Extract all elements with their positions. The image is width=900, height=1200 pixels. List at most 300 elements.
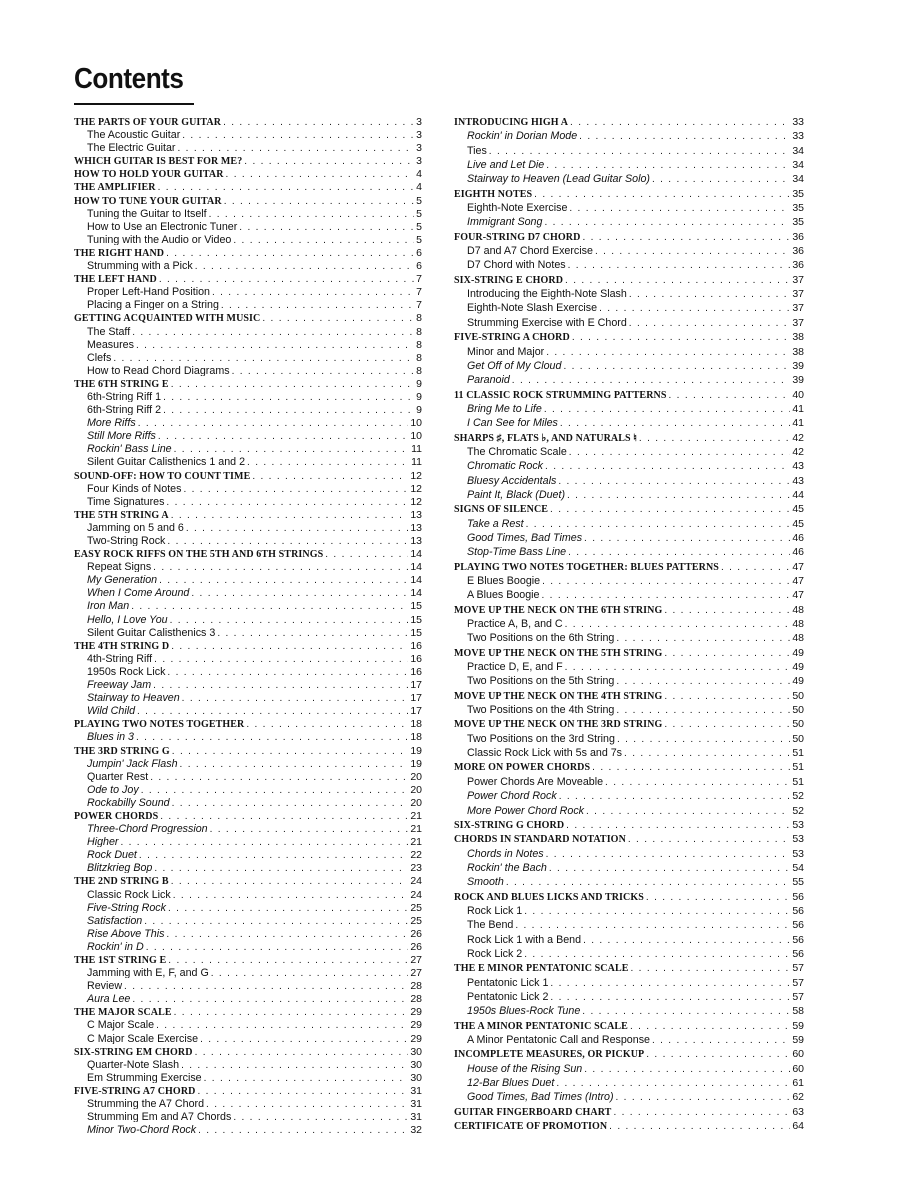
toc-entry-title: THE AMPLIFIER xyxy=(74,182,156,193)
toc-entry-title: How to Read Chord Diagrams xyxy=(87,364,230,376)
toc-entry-title: Iron Man xyxy=(87,600,130,612)
toc-entry-title: 4th-String Riff xyxy=(87,652,153,664)
toc-leader-dots xyxy=(174,1004,409,1017)
toc-subentry xyxy=(454,243,804,257)
toc-page-number: 60 xyxy=(792,1062,804,1075)
toc-subentry xyxy=(74,847,422,860)
toc-subentry xyxy=(74,860,422,873)
toc-page-number: 12 xyxy=(410,495,422,507)
toc-page-number: 30 xyxy=(410,1071,422,1083)
toc-leader-dots xyxy=(565,272,790,286)
toc-page-number: 43 xyxy=(792,460,804,473)
toc-leader-dots xyxy=(526,516,791,530)
toc-page-number: 15 xyxy=(410,613,422,625)
toc-page-number: 10 xyxy=(410,430,422,442)
toc-entry-title: Wild Child xyxy=(87,705,136,717)
toc-page-number: 46 xyxy=(792,546,804,559)
toc-entry-title: Paranoid xyxy=(467,374,510,387)
toc-leader-dots xyxy=(545,458,790,472)
toc-leader-dots xyxy=(542,587,791,601)
toc-entry-title: THE LEFT HAND xyxy=(74,274,157,285)
toc-entry-title: Eighth-Note Exercise xyxy=(467,202,568,215)
toc-leader-dots xyxy=(616,630,790,644)
toc-entry-title: WHICH GUITAR IS BEST FOR ME? xyxy=(74,156,243,167)
toc-entry-title: Strumming Exercise with E Chord xyxy=(467,316,627,329)
toc-page-number: 16 xyxy=(410,639,422,651)
toc-leader-dots xyxy=(556,1075,790,1089)
toc-entry-title: 6th-String Riff 1 xyxy=(87,390,162,403)
toc-section-entry xyxy=(74,153,422,166)
toc-leader-dots xyxy=(592,759,790,773)
toc-leader-dots xyxy=(566,817,790,831)
toc-page-number: 53 xyxy=(792,847,804,860)
toc-subentry xyxy=(74,441,422,454)
toc-entry-title: Em Strumming Exercise xyxy=(87,1071,202,1083)
toc-page-number: 48 xyxy=(792,603,804,616)
toc-entry-title: Strumming Em and A7 Chords xyxy=(87,1111,232,1123)
toc-page-number: 40 xyxy=(792,388,804,401)
toc-entry-title: Bring Me to Life xyxy=(467,402,542,415)
toc-page-number: 31 xyxy=(410,1084,422,1097)
toc-entry-title: How to Use an Electronic Tuner xyxy=(87,220,238,232)
toc-page-number: 28 xyxy=(410,980,422,992)
toc-entry-title: Time Signatures xyxy=(87,495,165,507)
toc-page-number: 53 xyxy=(792,818,804,831)
toc-entry-title: THE 6TH STRING E xyxy=(74,378,169,389)
toc-entry-title: THE RIGHT HAND xyxy=(74,247,165,259)
toc-page-number: 45 xyxy=(792,517,804,530)
toc-page-number: 34 xyxy=(792,159,804,172)
toc-leader-dots xyxy=(171,376,414,389)
toc-page-number: 12 xyxy=(410,482,422,494)
toc-entry-title: Tuning the Guitar to Itself xyxy=(87,207,207,219)
toc-entry-title: Tuning with the Audio or Video xyxy=(87,233,232,245)
toc-subentry xyxy=(74,991,422,1004)
toc-section-entry xyxy=(454,716,804,730)
toc-leader-dots xyxy=(167,664,408,677)
toc-entry-title: Pentatonic Lick 1 xyxy=(467,976,549,989)
toc-leader-dots xyxy=(568,257,791,271)
toc-leader-dots xyxy=(605,774,790,788)
toc-leader-dots xyxy=(325,546,408,559)
toc-subentry xyxy=(74,625,422,638)
toc-page-number: 28 xyxy=(410,993,422,1005)
toc-page-number: 59 xyxy=(792,1019,804,1032)
toc-leader-dots xyxy=(200,1031,408,1044)
toc-entry-title: Silent Guitar Calisthenics 1 and 2 xyxy=(87,456,246,468)
toc-page-number: 54 xyxy=(792,861,804,874)
toc-entry-title: Bluesy Accidentals xyxy=(467,474,557,487)
toc-section-entry xyxy=(454,602,804,616)
toc-entry-title: Rockin' the Bach xyxy=(467,861,547,874)
toc-subentry xyxy=(454,903,804,917)
toc-page-number: 29 xyxy=(410,1006,422,1018)
toc-page-number: 49 xyxy=(792,646,804,659)
toc-subentry xyxy=(74,1057,422,1070)
toc-page-number: 58 xyxy=(792,1005,804,1018)
toc-leader-dots xyxy=(544,401,790,415)
toc-entry-title: Rockabilly Sound xyxy=(87,796,170,808)
toc-leader-dots xyxy=(163,389,414,402)
toc-entry-title: Ode to Joy xyxy=(87,783,139,795)
toc-section-entry xyxy=(74,873,422,886)
toc-page-number: 8 xyxy=(416,351,422,363)
toc-subentry xyxy=(454,630,804,644)
toc-subentry xyxy=(74,1109,422,1122)
toc-entry-title: Rockin' in Dorian Mode xyxy=(467,130,578,143)
toc-entry-title: Minor and Major xyxy=(467,345,545,358)
toc-page-number: 55 xyxy=(792,876,804,889)
toc-page-number: 32 xyxy=(410,1124,422,1136)
toc-entry-title: Rock Duet xyxy=(87,849,137,861)
toc-entry-title: Rise Above This xyxy=(87,927,165,939)
toc-page-number: 31 xyxy=(410,1111,422,1123)
toc-subentry xyxy=(74,428,422,441)
toc-subentry xyxy=(454,286,804,300)
toc-page-number: 33 xyxy=(792,116,804,128)
toc-page-number: 26 xyxy=(410,927,422,939)
toc-page-number: 9 xyxy=(416,404,422,416)
toc-subentry xyxy=(74,337,422,350)
toc-page-number: 24 xyxy=(410,888,422,900)
toc-entry-title: CERTIFICATE OF PROMOTION xyxy=(454,1121,608,1133)
toc-page-number: 48 xyxy=(792,632,804,645)
toc-page-number: 56 xyxy=(792,890,804,903)
toc-leader-dots xyxy=(173,887,409,900)
toc-page-number: 11 xyxy=(411,443,422,455)
toc-page-number: 17 xyxy=(410,679,422,691)
toc-leader-dots xyxy=(166,926,408,939)
toc-page-number: 49 xyxy=(792,675,804,688)
toc-subentry xyxy=(74,206,422,219)
toc-page-number: 19 xyxy=(410,757,422,769)
toc-entry-title: THE E MINOR PENTATONIC SCALE xyxy=(454,963,629,975)
toc-subentry xyxy=(74,887,422,900)
toc-leader-dots xyxy=(170,612,409,625)
toc-entry-title: Still More Riffs xyxy=(87,430,156,442)
toc-page-number: 41 xyxy=(792,417,804,430)
toc-section-entry xyxy=(454,1104,804,1118)
toc-leader-dots xyxy=(171,638,408,651)
toc-subentry xyxy=(74,585,422,598)
toc-leader-dots xyxy=(182,690,409,703)
toc-subentry xyxy=(74,978,422,991)
toc-subentry xyxy=(454,989,804,1003)
toc-entry-title: Two Positions on the 4th String xyxy=(467,704,615,717)
toc-page-number: 63 xyxy=(792,1105,804,1118)
toc-subentry xyxy=(74,821,422,834)
toc-subentry xyxy=(454,300,804,314)
toc-entry-title: Live and Let Die xyxy=(467,159,545,172)
toc-leader-dots xyxy=(586,803,790,817)
toc-entry-title: Jamming on 5 and 6 xyxy=(87,521,184,533)
toc-leader-dots xyxy=(567,487,790,501)
toc-page-number: 27 xyxy=(410,954,422,966)
toc-entry-title: SIX-STRING G CHORD xyxy=(454,819,565,831)
toc-leader-dots xyxy=(159,271,414,284)
toc-subentry xyxy=(74,284,422,297)
toc-page-number: 56 xyxy=(792,919,804,932)
toc-entry-title: Higher xyxy=(87,836,119,848)
toc-leader-dots xyxy=(136,729,408,742)
toc-entry-title: Classic Rock Lick with 5s and 7s xyxy=(467,747,623,760)
toc-entry-title: THE A MINOR PENTATONIC SCALE xyxy=(454,1020,628,1032)
toc-entry-title: SOUND-OFF: HOW TO COUNT TIME xyxy=(74,470,251,481)
toc-subentry xyxy=(74,324,422,337)
toc-entry-title: Good Times, Bad Times (Intro) xyxy=(467,1091,614,1104)
toc-leader-dots xyxy=(120,834,408,847)
toc-subentry xyxy=(454,946,804,960)
toc-leader-dots xyxy=(163,402,414,415)
toc-page-number: 7 xyxy=(416,273,422,285)
toc-subentry xyxy=(454,473,804,487)
toc-page-number: 37 xyxy=(792,273,804,286)
toc-leader-dots xyxy=(174,441,409,454)
toc-entry-title: SHARPS ♯, FLATS ♭, AND NATURALS ♮ xyxy=(454,432,637,444)
toc-page-number: 51 xyxy=(792,775,804,788)
toc-page-number: 43 xyxy=(792,474,804,487)
toc-subentry xyxy=(74,454,422,467)
toc-subentry xyxy=(74,258,422,271)
toc-subentry xyxy=(454,344,804,358)
toc-entry-title: THE PARTS OF YOUR GUITAR xyxy=(74,117,222,128)
toc-leader-dots xyxy=(524,903,790,917)
toc-leader-dots xyxy=(206,1096,408,1109)
toc-leader-dots xyxy=(197,1083,408,1096)
toc-leader-dots xyxy=(160,808,408,821)
toc-section-entry xyxy=(74,952,422,965)
toc-entry-title: Two Positions on the 5th String xyxy=(467,675,615,688)
toc-leader-dots xyxy=(262,310,414,323)
toc-page-number: 51 xyxy=(792,761,804,774)
toc-entry-title: Freeway Jam xyxy=(87,679,152,691)
toc-page-number: 8 xyxy=(416,312,422,324)
toc-entry-title: INCOMPLETE MEASURES, OR PICKUP xyxy=(454,1049,645,1061)
toc-entry-title: When I Come Around xyxy=(87,587,190,599)
toc-subentry xyxy=(74,402,422,415)
toc-leader-dots xyxy=(178,140,415,153)
toc-subentry xyxy=(454,788,804,802)
toc-page-number: 4 xyxy=(416,181,422,193)
toc-leader-dots xyxy=(180,756,409,769)
toc-page-number: 30 xyxy=(410,1045,422,1057)
toc-subentry xyxy=(74,690,422,703)
toc-entry-title: Power Chord Rock xyxy=(467,790,557,803)
toc-subentry xyxy=(74,939,422,952)
toc-page-number: 7 xyxy=(416,286,422,298)
toc-leader-dots xyxy=(137,703,408,716)
toc-page-number: 30 xyxy=(410,1058,422,1070)
toc-section-entry xyxy=(74,468,422,481)
toc-page-number: 42 xyxy=(792,445,804,458)
toc-entry-title: 1950s Rock Lick xyxy=(87,665,166,678)
toc-subentry xyxy=(454,745,804,759)
toc-leader-dots xyxy=(569,444,791,458)
toc-leader-dots xyxy=(546,157,790,171)
toc-page-number: 29 xyxy=(410,1019,422,1031)
toc-subentry xyxy=(74,598,422,611)
toc-leader-dots xyxy=(172,743,409,756)
toc-entry-title: Practice D, E, and F xyxy=(467,661,563,674)
toc-entry-title: The Staff xyxy=(87,325,131,337)
toc-leader-dots xyxy=(156,1017,408,1030)
toc-entry-title: CHORDS IN STANDARD NOTATION xyxy=(454,834,626,846)
toc-subentry xyxy=(454,1003,804,1017)
toc-page-number: 38 xyxy=(792,345,804,358)
toc-page-number: 20 xyxy=(410,796,422,808)
toc-entry-title: THE 4TH STRING D xyxy=(74,640,170,651)
toc-leader-dots xyxy=(664,688,790,702)
toc-entry-title: A Minor Pentatonic Call and Response xyxy=(467,1034,650,1046)
toc-leader-dots xyxy=(158,428,408,441)
toc-entry-title: Blues in 3 xyxy=(87,731,134,743)
toc-entry-title: THE MAJOR SCALE xyxy=(74,1007,172,1018)
toc-entry-title: Clefs xyxy=(87,351,112,363)
toc-entry-title: Quarter-Note Slash xyxy=(87,1058,180,1070)
toc-subentry xyxy=(454,415,804,429)
toc-page-number: 35 xyxy=(792,216,804,229)
toc-leader-dots xyxy=(138,415,409,428)
toc-subentry xyxy=(454,143,804,157)
toc-subentry xyxy=(454,214,804,228)
toc-page-number: 17 xyxy=(410,705,422,717)
toc-entry-title: Review xyxy=(87,980,123,992)
toc-section-entry xyxy=(74,179,422,192)
toc-subentry xyxy=(454,444,804,458)
toc-entry-title: Rockin' in D xyxy=(87,940,144,952)
page-title: Contents xyxy=(74,63,184,95)
toc-section-entry xyxy=(454,186,804,200)
toc-entry-title: Jumpin' Jack Flash xyxy=(87,757,178,769)
toc-section-entry xyxy=(74,808,422,821)
toc-entry-title: 1950s Blues-Rock Tune xyxy=(467,1005,581,1018)
toc-page-number: 49 xyxy=(792,661,804,674)
toc-page-number: 10 xyxy=(410,417,422,429)
toc-page-number: 4 xyxy=(416,168,422,180)
toc-leader-dots xyxy=(113,350,414,363)
toc-subentry xyxy=(454,874,804,888)
toc-section-entry xyxy=(454,645,804,659)
toc-leader-dots xyxy=(210,821,409,834)
toc-leader-dots xyxy=(546,846,791,860)
toc-page-number: 16 xyxy=(410,652,422,664)
toc-page-number: 18 xyxy=(410,718,422,730)
toc-leader-dots xyxy=(212,284,414,297)
toc-leader-dots xyxy=(559,788,791,802)
toc-subentry xyxy=(454,458,804,472)
toc-leader-dots xyxy=(550,975,790,989)
toc-subentry xyxy=(74,1031,422,1044)
toc-entry-title: THE 5TH STRING A xyxy=(74,509,169,520)
toc-entry-title: Four Kinds of Notes xyxy=(87,482,182,494)
toc-entry-title: D7 Chord with Notes xyxy=(467,259,566,272)
toc-entry-title: Power Chords Are Moveable xyxy=(467,775,604,788)
toc-page-number: 48 xyxy=(792,618,804,631)
toc-leader-dots xyxy=(646,889,790,903)
toc-page-number: 14 xyxy=(410,561,422,573)
toc-page-number: 34 xyxy=(792,144,804,157)
toc-leader-dots xyxy=(247,454,409,467)
toc-subentry xyxy=(454,171,804,185)
toc-leader-dots xyxy=(584,530,790,544)
toc-leader-dots xyxy=(631,960,791,974)
toc-entry-title: INTRODUCING HIGH A xyxy=(454,117,569,128)
toc-subentry xyxy=(454,803,804,817)
toc-page-number: 13 xyxy=(410,508,422,520)
toc-entry-title: FIVE-STRING A CHORD xyxy=(454,332,570,344)
toc-subentry xyxy=(454,358,804,372)
toc-page-number: 3 xyxy=(416,142,422,154)
toc-subentry xyxy=(74,913,422,926)
toc-subentry xyxy=(74,494,422,507)
toc-entry-title: Strumming the A7 Chord xyxy=(87,1098,205,1110)
toc-section-entry xyxy=(74,114,422,127)
toc-entry-title: Two Positions on the 3rd String xyxy=(467,732,615,745)
title-rule xyxy=(74,103,194,105)
toc-page-number: 19 xyxy=(410,744,422,756)
toc-page-number: 18 xyxy=(410,731,422,743)
toc-leader-dots xyxy=(141,782,409,795)
toc-entry-title: SIX-STRING EM CHORD xyxy=(74,1046,193,1057)
toc-leader-dots xyxy=(159,572,408,585)
toc-subentry xyxy=(454,731,804,745)
toc-entry-title: Introducing the Eighth-Note Slash xyxy=(467,288,627,301)
toc-entry-title: Pentatonic Lick 2 xyxy=(467,990,549,1003)
toc-subentry xyxy=(454,774,804,788)
toc-entry-title: My Generation xyxy=(87,574,158,586)
toc-subentry xyxy=(74,572,422,585)
toc-subentry xyxy=(74,520,422,533)
toc-section-entry xyxy=(74,193,422,206)
toc-section-entry xyxy=(454,559,804,573)
toc-leader-dots xyxy=(609,1118,790,1132)
toc-subentry xyxy=(454,544,804,558)
toc-section-entry xyxy=(454,387,804,401)
toc-page-number: 56 xyxy=(792,904,804,917)
toc-page-number: 21 xyxy=(410,836,422,848)
toc-page-number: 25 xyxy=(410,914,422,926)
toc-page-number: 38 xyxy=(792,331,804,344)
toc-entry-title: Proper Left-Hand Position xyxy=(87,286,210,298)
toc-leader-dots xyxy=(549,860,790,874)
toc-leader-dots xyxy=(616,1089,791,1103)
toc-leader-dots xyxy=(595,243,790,257)
toc-leader-dots xyxy=(132,324,414,337)
toc-section-entry xyxy=(74,1044,422,1057)
toc-leader-dots xyxy=(132,991,408,1004)
toc-page-number: 29 xyxy=(410,1032,422,1044)
toc-leader-dots xyxy=(211,965,409,978)
toc-page-number: 53 xyxy=(792,833,804,846)
toc-leader-dots xyxy=(221,297,414,310)
toc-subentry xyxy=(74,350,422,363)
toc-entry-title: Hello, I Love You xyxy=(87,613,168,625)
toc-page-number: 47 xyxy=(792,589,804,602)
toc-leader-dots xyxy=(252,468,408,481)
toc-subentry xyxy=(74,782,422,795)
toc-section-entry xyxy=(454,960,804,974)
toc-leader-dots xyxy=(652,1032,790,1046)
toc-leader-dots xyxy=(628,831,790,845)
toc-subentry xyxy=(454,157,804,171)
toc-subentry xyxy=(454,616,804,630)
toc-subentry xyxy=(74,795,422,808)
toc-subentry xyxy=(74,703,422,716)
toc-page-number: 5 xyxy=(416,233,422,245)
toc-entry-title: Stairway to Heaven (Lead Guitar Solo) xyxy=(467,173,650,186)
toc-entry-title: Good Times, Bad Times xyxy=(467,531,583,544)
toc-entry-title: I Can See for Miles xyxy=(467,417,558,430)
